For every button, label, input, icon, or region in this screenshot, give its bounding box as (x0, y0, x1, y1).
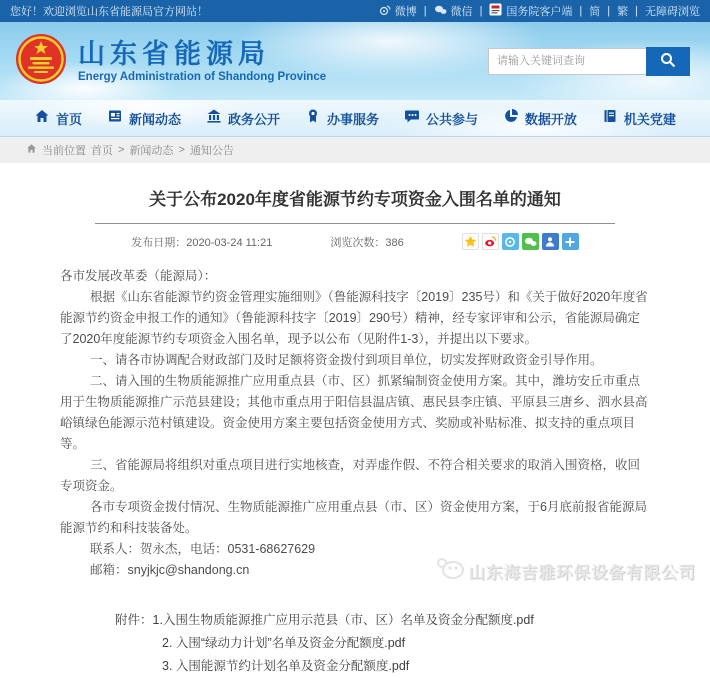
nav-item-news[interactable]: 新闻动态 (107, 108, 181, 129)
search-icon (660, 52, 676, 71)
paragraph: 二、请入围的生物质能源推广应用重点县（市、区）抓紧编制资金使用方案。其中，潍坊安丘市重点用于生物质能源推广示范县建设；其他市重点用于阳信县温店镇、惠民县李庄镇、平原县三唐乡、泗水县高峪镇绿色能源示范村镇建设。资金使用方案主要包括资金使用方式、奖励或补贴标准、拟支持的重点项目等。 (60, 374, 648, 451)
attachments (115, 609, 650, 678)
book-icon (602, 108, 618, 129)
site-title-block (78, 39, 326, 83)
nav-item-party-building[interactable]: 机关党建 (602, 108, 676, 129)
paragraph: 一、请各市协调配合财政部门及时足额将资金拨付到项目单位，切实发挥财政资金引导作用。 (90, 353, 603, 367)
title-divider (95, 223, 615, 224)
paragraph: 各市专项资金拨付情况、生物质能源推广应用重点县（市、区）资金使用方案，于6月底前报省能源局能源节约和科技装备处。 (60, 500, 647, 535)
wechat-icon (434, 4, 447, 19)
nav-item-public-participation[interactable]: 公共参与 (404, 108, 478, 129)
publish-date: 发布日期：2020-03-24 11:21 (131, 236, 273, 249)
tencent-weibo-share-icon[interactable] (502, 233, 519, 250)
nav-item-open-data[interactable]: 数据开放 (503, 108, 577, 129)
article (0, 185, 710, 678)
simplified-chinese-link[interactable]: 简 (589, 6, 601, 18)
gov-client-icon (489, 3, 502, 19)
breadcrumb-separator: > (118, 144, 125, 156)
nav-item-gov-disclosure[interactable]: 政务公开 (206, 108, 280, 129)
badge-icon (305, 108, 321, 129)
breadcrumb-home[interactable]: 首页 (91, 145, 113, 157)
renren-share-icon[interactable] (542, 233, 559, 250)
company-watermark (435, 556, 697, 585)
attachments-label: 附件： (115, 613, 153, 627)
breadcrumb (0, 137, 710, 163)
home-icon (34, 108, 50, 129)
company-watermark-text: 山东海吉雅环保设备有限公司 (468, 563, 696, 582)
nav-item-services[interactable]: 办事服务 (305, 108, 379, 129)
share-toolbar (462, 233, 579, 250)
separator: | (479, 5, 483, 17)
attachment-link-2[interactable]: 2. 入围“绿动力计划”名单及资金分配额度.pdf (162, 636, 406, 650)
site-search (488, 47, 690, 76)
view-count: 浏览次数：386 (330, 236, 404, 249)
breadcrumb-news[interactable]: 新闻动态 (129, 145, 174, 157)
attachment-link-1[interactable]: 1.入围生物质能源推广应用示范县（市、区）名单及资金分配额度.pdf (152, 613, 534, 627)
breadcrumb-notices[interactable]: 通知公告 (189, 145, 234, 157)
favorite-star-icon[interactable] (462, 233, 479, 250)
national-emblem-logo (14, 32, 68, 91)
article-body (60, 266, 650, 581)
nav-item-home[interactable]: 首页 (34, 108, 82, 129)
search-input[interactable] (488, 48, 646, 75)
wechat-share-icon[interactable] (522, 233, 539, 250)
separator: | (607, 5, 611, 17)
wechat-link[interactable]: 微信 (434, 3, 473, 19)
gov-client-link[interactable]: 国务院客户端 (489, 3, 572, 19)
newspaper-icon (107, 108, 123, 129)
welcome-text: 您好！欢迎浏览山东省能源局官方网站！ (10, 6, 208, 18)
site-name-english: Energy Administration of Shandong Province (78, 71, 327, 83)
pie-chart-icon (503, 108, 519, 129)
contact-email: 邮箱：snyjkjc@shandong.cn (90, 563, 250, 577)
paragraph: 三、省能源局将组织对重点项目进行实地核查，对弄虚作假、不符合相关要求的取消入围资格，收回专项资金。 (60, 458, 641, 493)
breadcrumb-label: 当前位置 (42, 145, 86, 157)
more-share-icon[interactable] (562, 233, 579, 250)
site-header (0, 22, 710, 100)
chat-bubble-icon (404, 108, 420, 129)
attachment-link-3[interactable]: 3. 入围能源节约计划名单及资金分配额度.pdf (162, 659, 410, 673)
separator: | (635, 5, 638, 17)
weibo-link[interactable]: 微博 (379, 3, 417, 19)
separator: | (423, 5, 427, 17)
weibo-share-icon[interactable] (482, 233, 499, 250)
topbar-links (379, 3, 700, 19)
accessibility-link[interactable]: 无障碍浏览 (645, 6, 700, 18)
contact-person: 联系人：贺永杰，电话：0531-68627629 (90, 542, 316, 556)
company-logo-icon (435, 556, 465, 585)
weibo-icon (379, 4, 391, 19)
site-brand[interactable] (14, 32, 326, 91)
site-name: 山东省能源局 (78, 39, 270, 69)
paragraph: 根据《山东省能源节约资金管理实施细则》（鲁能源科技字〔2019〕235号）和《关于做好2020年度省能源节约资金申报工作的通知》（鲁能源科技字〔2019〕290号）精神，经专家评审和公示，省能源局确定了2020年度能源节约专项资金入围名单，现予以公布（见附件1-3），并提出以下要求。 (60, 290, 648, 346)
article-title: 关于公布2020年度省能源节约专项资金入围名单的通知 (149, 190, 561, 209)
main-nav (0, 100, 710, 137)
search-button[interactable] (646, 47, 690, 76)
traditional-chinese-link[interactable]: 繁 (617, 6, 629, 18)
separator: | (579, 5, 583, 17)
breadcrumb-separator: > (178, 144, 185, 156)
government-building-icon (206, 108, 222, 129)
article-meta (60, 233, 650, 250)
salutation: 各市发展改革委（能源局）： (60, 269, 217, 283)
breadcrumb-home-icon (26, 143, 37, 157)
top-utility-bar (0, 0, 710, 22)
